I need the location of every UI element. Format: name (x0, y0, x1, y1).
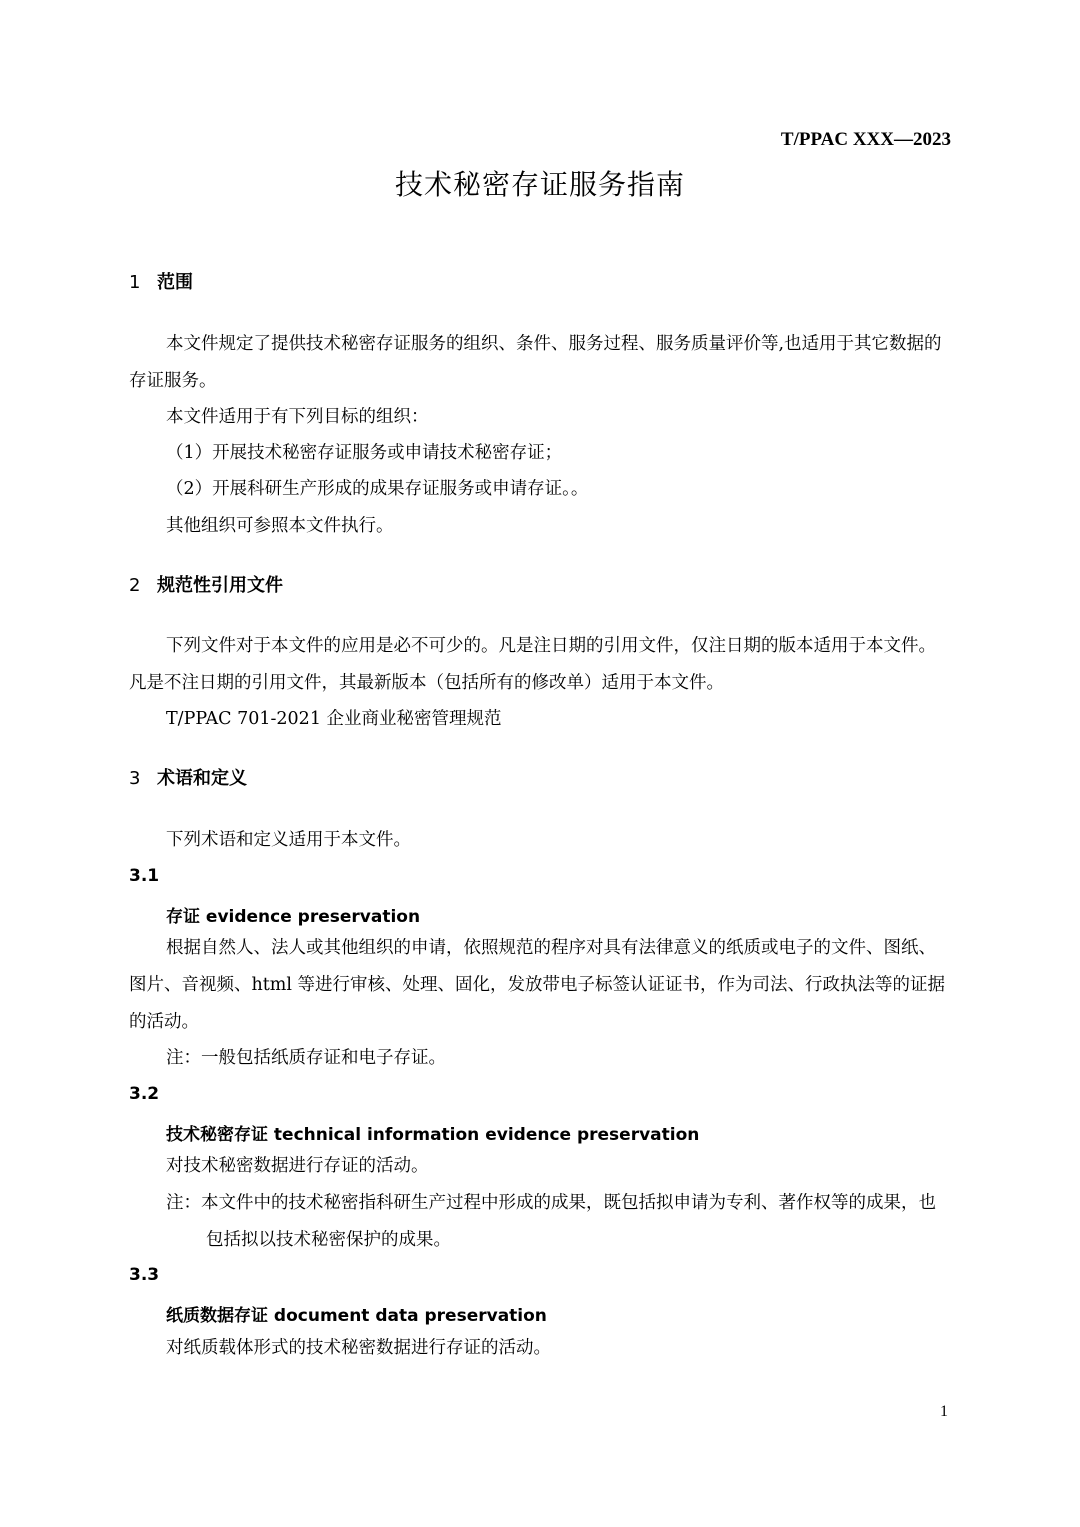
section-number: 3 (129, 768, 141, 789)
subsection-number: 3.1 (129, 866, 160, 886)
document-code: T/PPAC XXX—2023 (780, 129, 951, 150)
paragraph: 下列文件对于本文件的应用是必不可少的。凡是注日期的引用文件，仅注日期的版本适用于本文件。凡是不注日期的引用文件，其最新版本（包括所有的修改单）适用于本文件。 (129, 636, 936, 693)
subsection-number: 3.3 (129, 1265, 160, 1285)
paragraph: 本文件适用于有下列目标的组织： (166, 407, 429, 427)
document-title: 技术秘密存证服务指南 (394, 168, 685, 201)
section-number: 1 (129, 272, 141, 293)
term-definition: 对技术秘密数据进行存证的活动。 (166, 1156, 429, 1176)
section-3-heading (129, 764, 247, 790)
paragraph: 本文件规定了提供技术秘密存证服务的组织、条件、服务过程、服务质量评价等,也适用于其它数据的存证服务。 (129, 334, 942, 391)
list-item: （2）开展科研生产形成的成果存证服务或申请存证。。 (166, 479, 589, 499)
page-number: 1 (940, 1403, 948, 1420)
term-definition: 根据自然人、法人或其他组织的申请，依照规范的程序对具有法律意义的纸质或电子的文件、图纸、图片、音视频、html 等进行审核、处理、固化，发放带电子标签认证证书，作为司法、行政执法等的证据的活动。 (129, 938, 946, 1032)
list-item: （1）开展技术秘密存证服务或申请技术秘密存证； (166, 443, 563, 463)
term-heading: 技术秘密存证 technical information evidence preservation (166, 1125, 700, 1145)
section-1-heading (129, 268, 193, 294)
term-heading: 存证 evidence preservation (166, 907, 421, 927)
term-heading: 纸质数据存证 document data preservation (166, 1306, 547, 1326)
paragraph: 其他组织可参照本文件执行。 (166, 516, 394, 536)
subsection-number: 3.2 (129, 1084, 160, 1104)
section-title: 术语和定义 (157, 768, 247, 789)
section-2-heading (129, 571, 283, 597)
term-definition: 对纸质载体形式的技术秘密数据进行存证的活动。 (166, 1338, 551, 1358)
paragraph: 下列术语和定义适用于本文件。 (166, 830, 411, 850)
term-note: 注：一般包括纸质存证和电子存证。 (166, 1048, 446, 1068)
section-title: 规范性引用文件 (157, 575, 283, 596)
reference-item: T/PPAC 701-2021 企业商业秘密管理规范 (166, 709, 502, 729)
term-note: 注：本文件中的技术秘密指科研生产过程中形成的成果，既包括拟申请为专利、著作权等的成果，也包括拟以技术秘密保护的成果。 (166, 1193, 936, 1250)
section-number: 2 (129, 575, 141, 596)
section-title: 范围 (157, 272, 193, 293)
